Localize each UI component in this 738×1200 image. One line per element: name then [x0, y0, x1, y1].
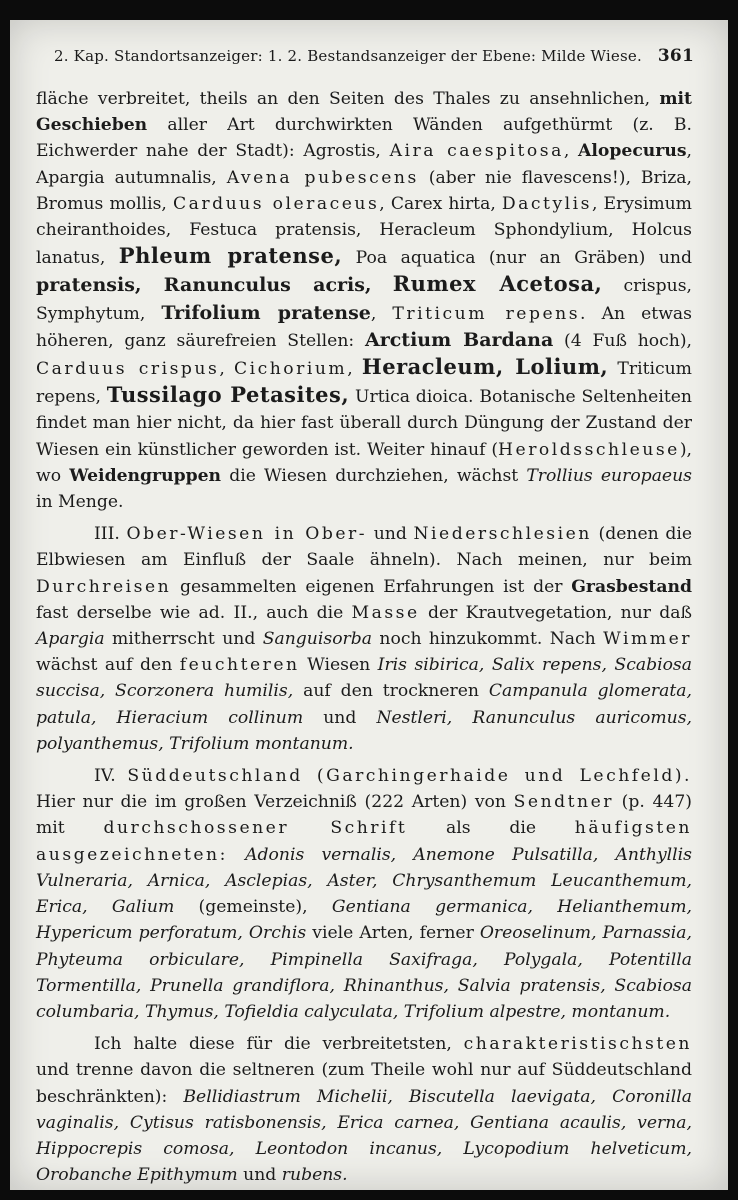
text-run: häufigsten ausgezeichneten: — [36, 818, 692, 865]
text-run: Phleum pratense, — [118, 243, 343, 269]
text-run: charakteristischsten — [463, 1034, 692, 1055]
text-run: , — [347, 359, 362, 380]
text-run: Cichorium — [233, 359, 348, 380]
text-run: Wiesen — [299, 655, 378, 676]
text-run: Gentiana germanica, Helianthemum, Hypericum perforatum, Orchis — [36, 897, 692, 944]
text-run: durchschossener Schrift — [103, 818, 408, 839]
text-run: . An etwas höheren, ganz säurefreien Stellen: — [36, 303, 692, 351]
text-run: Arctium Bardana — [364, 328, 554, 351]
text-run: Poa aquatica (nur an Gräben) und — [342, 248, 692, 269]
text-run: Campanula glomerata, patula, Hieracium collinum — [36, 681, 692, 728]
text-run: Adonis vernalis, Anemone Pulsatilla, Anthyllis Vulneraria, Arnica, Asclepias, Aster, Chrysanthemum Leucanthemum, Erica, Galium — [36, 844, 692, 918]
text-run: Sendtner — [513, 792, 615, 813]
text-run: gesammelten eigenen Erfahrungen ist der — [171, 576, 572, 597]
text-run: Bellidiastrum Michelii, Biscutella laevigata, Coronilla vaginalis, Cytisus ratisbonensis, Erica carnea, Gentiana acaulis, verna, Hippocrepis comosa, Leontodon incanus, Lycopodium helveticum, Orobanche Epithymum — [36, 1086, 692, 1186]
text-run: fläche verbreitet, theils an den Seiten des Thales zu ansehnlichen, — [36, 89, 660, 109]
text-run: Nestleri, Ranunculus auricomus, polyanthemus, Trifolium montanum. — [36, 707, 692, 754]
text-run: , — [370, 303, 393, 324]
text-run: Heroldsschleuse — [498, 439, 680, 460]
running-head — [54, 46, 694, 66]
text-run: ), wo — [36, 439, 692, 486]
text-run: Alopecurus — [578, 141, 687, 162]
text-run: Trollius europaeus — [526, 465, 692, 486]
paragraph-iv — [36, 763, 692, 1025]
text-run: mitherrscht und — [104, 629, 263, 650]
text-run: Dactylis — [501, 193, 592, 214]
text-run: Heracleum, Lolium, — [361, 354, 609, 380]
text-run: viele Arten, ferner — [306, 923, 480, 944]
text-run: Wimmer — [603, 629, 692, 650]
text-run: (gemeinste), — [174, 897, 332, 918]
page-number: 361 — [657, 46, 694, 66]
text-run: crispus, Symphytum, — [36, 276, 692, 324]
text-run: und — [367, 524, 414, 545]
text-run: (4 Fuß hoch), — [553, 330, 693, 351]
text-run: und trenne davon die seltneren (zum Theile wohl nur auf Süddeutschland beschränkten): — [36, 1060, 692, 1107]
text-run: feuchteren — [179, 655, 300, 676]
text-run: noch hinzukommt. Nach — [372, 629, 604, 650]
text-run: IV. — [94, 766, 128, 787]
book-page — [10, 20, 728, 1190]
text-run: und — [303, 707, 377, 728]
text-run: pratensis, Ranunculus acris, — [36, 274, 372, 297]
text-run: , Apargia autumnalis, — [36, 141, 692, 188]
text-run: wächst auf den — [36, 655, 180, 676]
text-run: Masse — [351, 602, 420, 623]
paragraph-iii — [36, 521, 692, 757]
text-run: in Menge. — [36, 492, 124, 513]
text-run: Ich halte diese für die verbreitetsten, — [94, 1034, 464, 1055]
text-run: Avena pubescens — [226, 167, 419, 188]
body-text — [36, 86, 692, 1188]
text-run: , Erysimum cheiranthoides, Festuca pratensis, Heracleum Sphondylium, Holcus lanatus, — [36, 193, 692, 269]
text-run: III. — [94, 524, 127, 545]
text-run: Trifolium pratense — [161, 301, 371, 324]
text-run: Triticum repens — [392, 303, 581, 324]
text-run: Süddeutschland (Garchingerhaide und Lechfeld). — [127, 766, 692, 787]
text-run: Carduus crispus — [36, 359, 220, 380]
text-run: Iris sibirica, Salix repens, Scabiosa succisa, Scorzonera humilis, — [36, 655, 692, 702]
text-run: mit Geschieben — [36, 89, 692, 136]
text-run: (denen die Elbwiesen am Einfluß der Saale ähneln). Nach meinen, nur beim — [36, 524, 693, 571]
paragraph-closing — [36, 1031, 692, 1188]
text-run: Urtica dioica. Botanische Seltenheiten findet man hier nicht, da hier fast überall durch Düngung der Zustand der Wiesen ein künstlicher geworden ist. Weiter hinauf ( — [36, 387, 692, 460]
text-run: Carduus oleraceus — [172, 193, 380, 214]
text-run: der Krautvegetation, nur daß — [419, 602, 692, 623]
text-run: Ober-Wiesen in Ober- — [126, 524, 368, 545]
text-run — [228, 845, 245, 865]
text-run: Aira caespitosa — [389, 141, 564, 162]
text-run: Triticum repens, — [36, 359, 692, 408]
paragraph-continuation — [36, 86, 692, 515]
text-run: Hier nur die im großen Verzeichniß (222 Arten) von — [36, 792, 514, 813]
text-run: Grasbestand — [571, 576, 692, 597]
text-run: , — [219, 359, 234, 380]
text-run: , Carex hirta, — [379, 193, 502, 214]
text-run: Oreoselinum, Parnassia, Phyteuma orbiculare, Pimpinella Saxifraga, Polygala, Potentilla Tormentilla, Prunella grandiflora, Rhinanthus, Salvia pratensis, Scabiosa columbaria, Thymus, Tofieldia calyculata, Trifolium alpestre, montanum. — [36, 923, 692, 1022]
text-run: Sanguisorba — [262, 629, 373, 650]
text-run: fast derselbe wie ad. II., auch die — [36, 602, 352, 623]
text-run: (p. 447) mit — [36, 792, 692, 839]
text-run: Weidengruppen — [69, 465, 222, 486]
text-run: , — [563, 141, 579, 162]
text-run: aller Art durchwirkten Wänden aufgethürmt (z. B. Eichwerder nahe der Stadt): Agrostis, — [36, 115, 692, 162]
text-run: Durchreisen — [36, 576, 172, 597]
running-head-title: 2. Kap. Standortsanzeiger: 1. 2. Bestandsanzeiger der Ebene: Milde Wiese. — [54, 47, 642, 65]
text-run: Rumex Acetosa, — [392, 271, 603, 297]
text-run — [372, 276, 393, 296]
text-run: als die — [407, 818, 575, 839]
text-run: (aber nie flavescens!), Briza, Bromus mollis, — [36, 167, 692, 214]
text-run: die Wiesen durchziehen, wächst — [221, 465, 527, 486]
text-run: und — [237, 1165, 282, 1186]
text-run: auf den trockneren — [293, 681, 489, 702]
text-run: Tussilago Petasites, — [106, 382, 350, 408]
text-run: Apargia — [36, 629, 105, 650]
text-run: Niederschlesien — [413, 524, 592, 545]
text-run: rubens. — [281, 1165, 348, 1186]
